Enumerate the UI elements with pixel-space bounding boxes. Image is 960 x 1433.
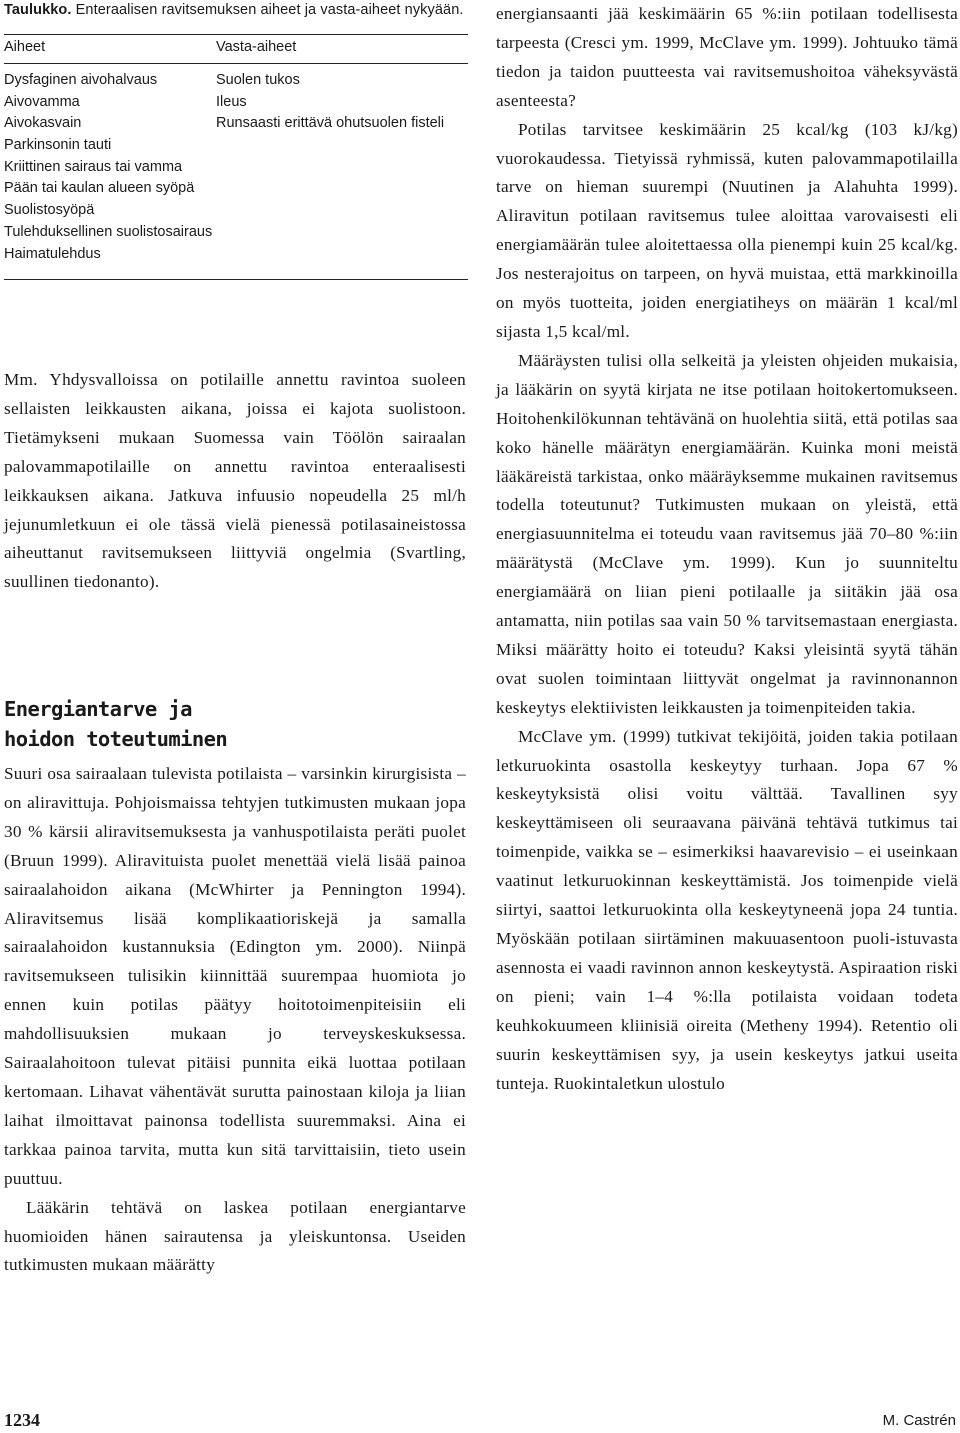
table-caption: [4, 0, 468, 20]
body-paragraph: Määräysten tulisi olla selkeitä ja yleisten ohjeiden mukaisia, ja lääkärin on syytä kirjata ne itse potilaan hoitokertomukseen. Hoitohenkilökunnan tehtävänä on huolehtia siitä, että potilas saa koko hänelle määrätyn energiamäärän. Kuinka moni meistä lääkäreistä tarkistaa, onko määräyksemme mukainen ravitsemus todella toteutunut? Tutkimusten mukaan on yleistä, että energiasuunnitelma ei toteudu vaan ravitsemus jää 70–80 %:iin määrätystä (McClave ym. 1999). Kun jo suunniteltu energiamäärä on liian pieni potilaalle ja siitäkin jää osa antamatta, niin potilas saa vain 50 % tarvitsemastaan energiasta. Miksi määrätty hoito ei toteudu? Kaksi yleisintä syytä tähän ovat suolen toimintaan liittyvät ongelmat ja ravinnonannon keskeytys elektiivisten leikkausten ja toimenpiteiden takia.: [496, 350, 958, 717]
table-row: [4, 115, 468, 137]
table-cell: Pään tai kaulan alueen syöpä: [4, 180, 195, 197]
table-block: [4, 0, 468, 280]
table-header: [4, 35, 468, 63]
section-heading-line: hoidon toteutuminen: [4, 727, 228, 751]
table-bottom-rule: [4, 279, 468, 280]
table-row: [4, 202, 468, 224]
table-cell: Ileus: [216, 93, 247, 110]
table-cell: Suolistosyöpä: [4, 202, 95, 219]
left-column-top: [4, 366, 466, 597]
table-row: [4, 159, 468, 181]
table-row: [4, 137, 468, 159]
table-cell: Tulehduksellinen suolistosairaus: [4, 223, 213, 240]
body-paragraph: Potilas tarvitsee keskimäärin 25 kcal/kg (103 kJ/kg) vuorokaudessa. Tietyissä ryhmissä, kuten palovammapotilailla tarve on hieman suurempi (Nuutinen ja Alahuhta 1999). Aliravitun potilaan ravitsemus tulee aloittaa varovaisesti eli energiamäärän tulee aloitettaessa olla pienempi kuin 25 kcal/kg. Jos nesterajoitus on tarpeen, on hyvä muistaa, että markkinoilla on myös tuotteita, joiden energiatiheys on määrän 1 kcal/ml sijasta 1,5 kcal/ml.: [496, 119, 958, 341]
running-footer-author: M. Castrén: [882, 1412, 956, 1429]
body-paragraph: energiansaanti jää keskimäärin 65 %:iin potilaan todellisesta tarpeesta (Cresci ym. 1999, McClave ym. 1999). Johtuuko tämä tiedon ja taidon puutteesta vai ravitsemushoitoa väheksyvästä asenteesta?: [496, 4, 958, 110]
body-paragraph: McClave ym. (1999) tutkivat tekijöitä, joiden takia potilaan letkuruokinta osastolla keskeytyy turhaan. Jopa 67 % keskeytyksistä olisi voitu välttää. Tavallinen syy keskeyttämiseen oli seuraavana päivänä tehtävä tutkimus tai toimenpide, vaikka se – esimerkiksi haavarevisio – ei useinkaan vaatinut letkuruokinnan keskeyttämistä. Jos toimenpide vielä siirtyi, saattoi letkuruokinta olla keskeytyneenä jopa 24 tuntia. Myöskään potilaan siirtäminen makuuasentoon puoli-istuvasta asennosta ei vaadi ravinnon annon keskeytystä. Aspiraation riski on pieni; vain 1–4 %:lla potilaista voidaan todeta keuhkokuumeen kliinisiä oireita (Metheny 1994). Retentio oli suurin keskeyttämisen syy, ja usein keskeytys jatkui useita tunteja. Ruokintaletkun ulostulo: [496, 726, 958, 1093]
section-heading: [4, 694, 227, 754]
table-cell: Aivokasvain: [4, 115, 82, 132]
page-number: 1234: [4, 1410, 40, 1430]
table-row: [4, 94, 468, 116]
table-cell: Aivovamma: [4, 93, 80, 110]
right-column: [496, 0, 958, 1098]
table-row: [4, 72, 468, 94]
table-cell: Suolen tukos: [216, 72, 300, 88]
table-row: [4, 180, 468, 202]
table-header-contraindications: Vasta-aiheet: [216, 39, 297, 55]
table-row: [4, 246, 468, 268]
left-column-bottom: [4, 760, 466, 1280]
table-cell: Haimatulehdus: [4, 245, 101, 262]
body-paragraph: Lääkärin tehtävä on laskea potilaan energiantarve huomioiden hänen sairautensa ja yleiskuntonsa. Useiden tutkimusten mukaan määrätty: [4, 1197, 466, 1275]
table-body: [4, 64, 468, 279]
table-cell: Dysfaginen aivohalvaus: [4, 72, 158, 88]
table-caption-text: Enteraalisen ravitsemuksen aiheet ja vasta-aiheet nykyään.: [75, 2, 464, 18]
table-caption-label: Taulukko.: [4, 2, 72, 18]
section-heading-line: Energiantarve ja: [4, 697, 192, 721]
table-cell: Parkinsonin tauti: [4, 137, 112, 154]
table-header-indications: Aiheet: [4, 39, 46, 55]
body-paragraph: Suuri osa sairaalaan tulevista potilaista – varsinkin kirurgisista – on aliravittuja. Pohjoismaissa tehtyjen tutkimusten mukaan jopa 30 % kärsii aliravitsemuksesta ja vanhuspotilaista peräti puolet (Bruun 1999). Aliravituista puolet menettää vielä lisää painoa sairaalahoidon aikana (McWhirter ja Pennington 1994). Aliravitsemus lisää komplikaatioriskejä ja samalla sairaalahoidon kustannuksia (Edington ym. 2000). Niinpä ravitsemukseen tulisikin kiinnittää suurempaa huomiota jo ennen kuin potilas päätyy hoitotoimenpiteisiin eli mahdollisuuksien mukaan jo terveyskeskuksessa. Sairaalahoitoon tulevat pitäisi punnita eikä luottaa potilaan kertomaan. Lihavat vähentävät surutta painostaan kiloja ja liian laihat ilmoittavat painonsa todellista suuremmaksi. Aina ei tarkkaa painoa tarvita, mutta kun sitä tarvittaisiin, tieto usein puuttuu.: [4, 764, 466, 1188]
table-cell: Kriittinen sairaus tai vamma: [4, 158, 183, 175]
table-cell: Runsaasti erittävä ohutsuolen fisteli: [216, 115, 445, 132]
body-paragraph: Mm. Yhdysvalloissa on potilaille annettu ravintoa suoleen sellaisten leikkausten aikana, joissa ei kajota suolistoon. Tietämykseni mukaan Suomessa vain Töölön sairaalan palovammapotilaille on annettu ravintoa enteraalisesti leikkauksen aikana. Jatkuva infuusio nopeudella 25 ml/h jejunumletkuun ei ole tässä vielä pienessä potilasaineistossa aiheuttanut ravitsemukseen liittyviä ongelmia (Svartling, suullinen tiedonanto).: [4, 370, 466, 592]
table-row: [4, 224, 468, 246]
